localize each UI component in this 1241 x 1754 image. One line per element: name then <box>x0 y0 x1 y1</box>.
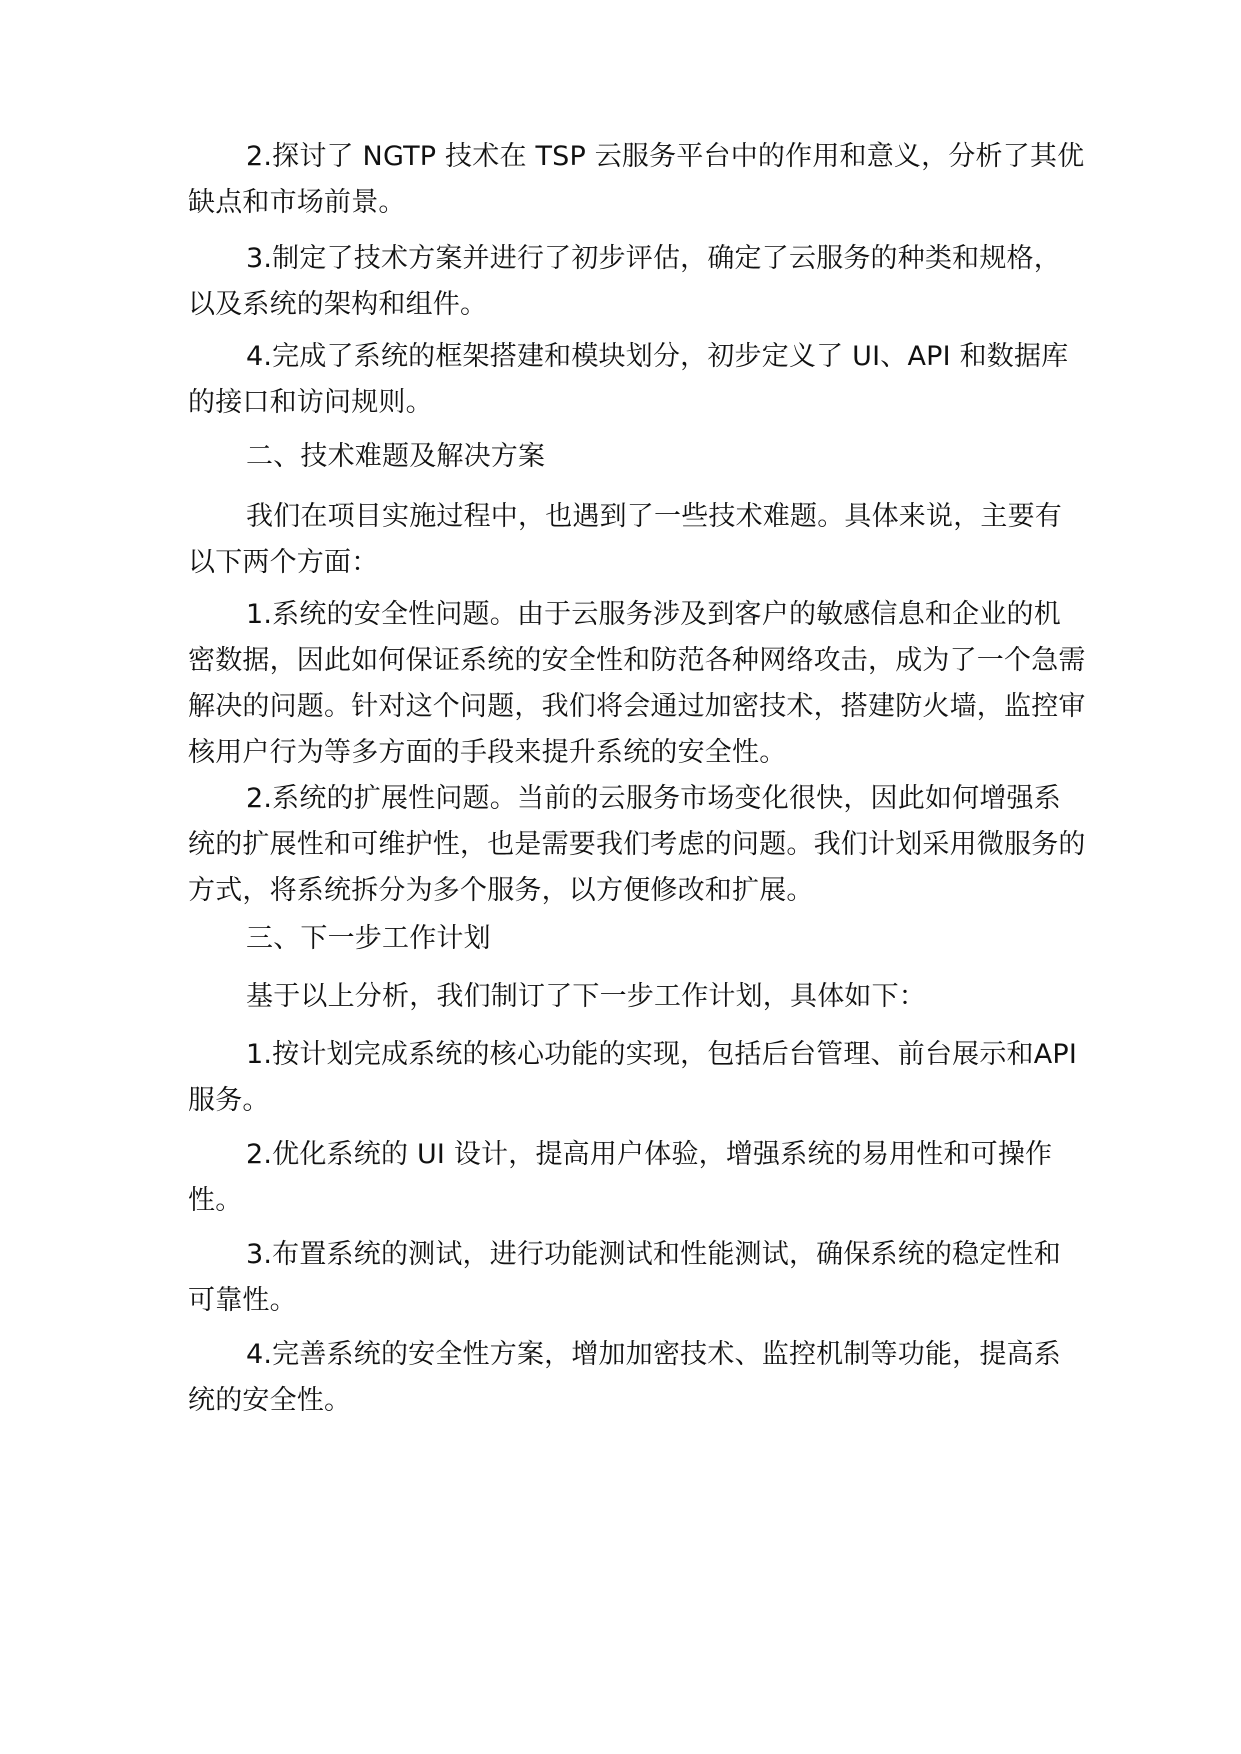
paragraph-security-issue: 1.系统的安全性问题。由于云服务涉及到客户的敏感信息和企业的机密数据，因此如何保证系统的安全性和防范各种网络攻击，成为了一个急需解决的问题。针对这个问题，我们将会通过加密技术，搭建防火墙，监控审核用户行为等多方面的手段来提升系统的安全性。 <box>188 599 1086 768</box>
paragraph-plan-2: 2.优化系统的 UI 设计，提高用户体验，增强系统的易用性和可操作性。 <box>188 1139 1053 1216</box>
paragraph-progress-3: 3.制定了技术方案并进行了初步评估，确定了云服务的种类和规格，以及系统的架构和组件。 <box>188 243 1061 320</box>
paragraph-progress-4: 4.完成了系统的框架搭建和模块划分，初步定义了 UI、API 和数据库的接口和访问规则。 <box>188 341 1069 418</box>
paragraph-plan-intro: 基于以上分析，我们制订了下一步工作计划，具体如下： <box>246 981 926 1012</box>
paragraph-plan-1: 1.按计划完成系统的核心功能的实现，包括后台管理、前台展示和API 服务。 <box>188 1039 1078 1116</box>
section-heading-next-steps: 三、下一步工作计划 <box>246 923 491 954</box>
paragraph-scalability-issue: 2.系统的扩展性问题。当前的云服务市场变化很快，因此如何增强系统的扩展性和可维护性，也是需要我们考虑的问题。我们计划采用微服务的方式，将系统拆分为多个服务，以方便修改和扩展。 <box>188 783 1086 906</box>
paragraph-difficulties-intro: 我们在项目实施过程中，也遇到了一些技术难题。具体来说，主要有以下两个方面： <box>188 501 1062 578</box>
paragraph-plan-3: 3.布置系统的测试，进行功能测试和性能测试，确保系统的稳定性和可靠性。 <box>188 1239 1061 1316</box>
paragraph-progress-2: 2.探讨了 NGTP 技术在 TSP 云服务平台中的作用和意义，分析了其优缺点和市场前景。 <box>188 141 1085 218</box>
section-heading-technical-difficulties: 二、技术难题及解决方案 <box>246 441 546 472</box>
paragraph-plan-4: 4.完善系统的安全性方案，增加加密技术、监控机制等功能，提高系统的安全性。 <box>188 1339 1061 1416</box>
